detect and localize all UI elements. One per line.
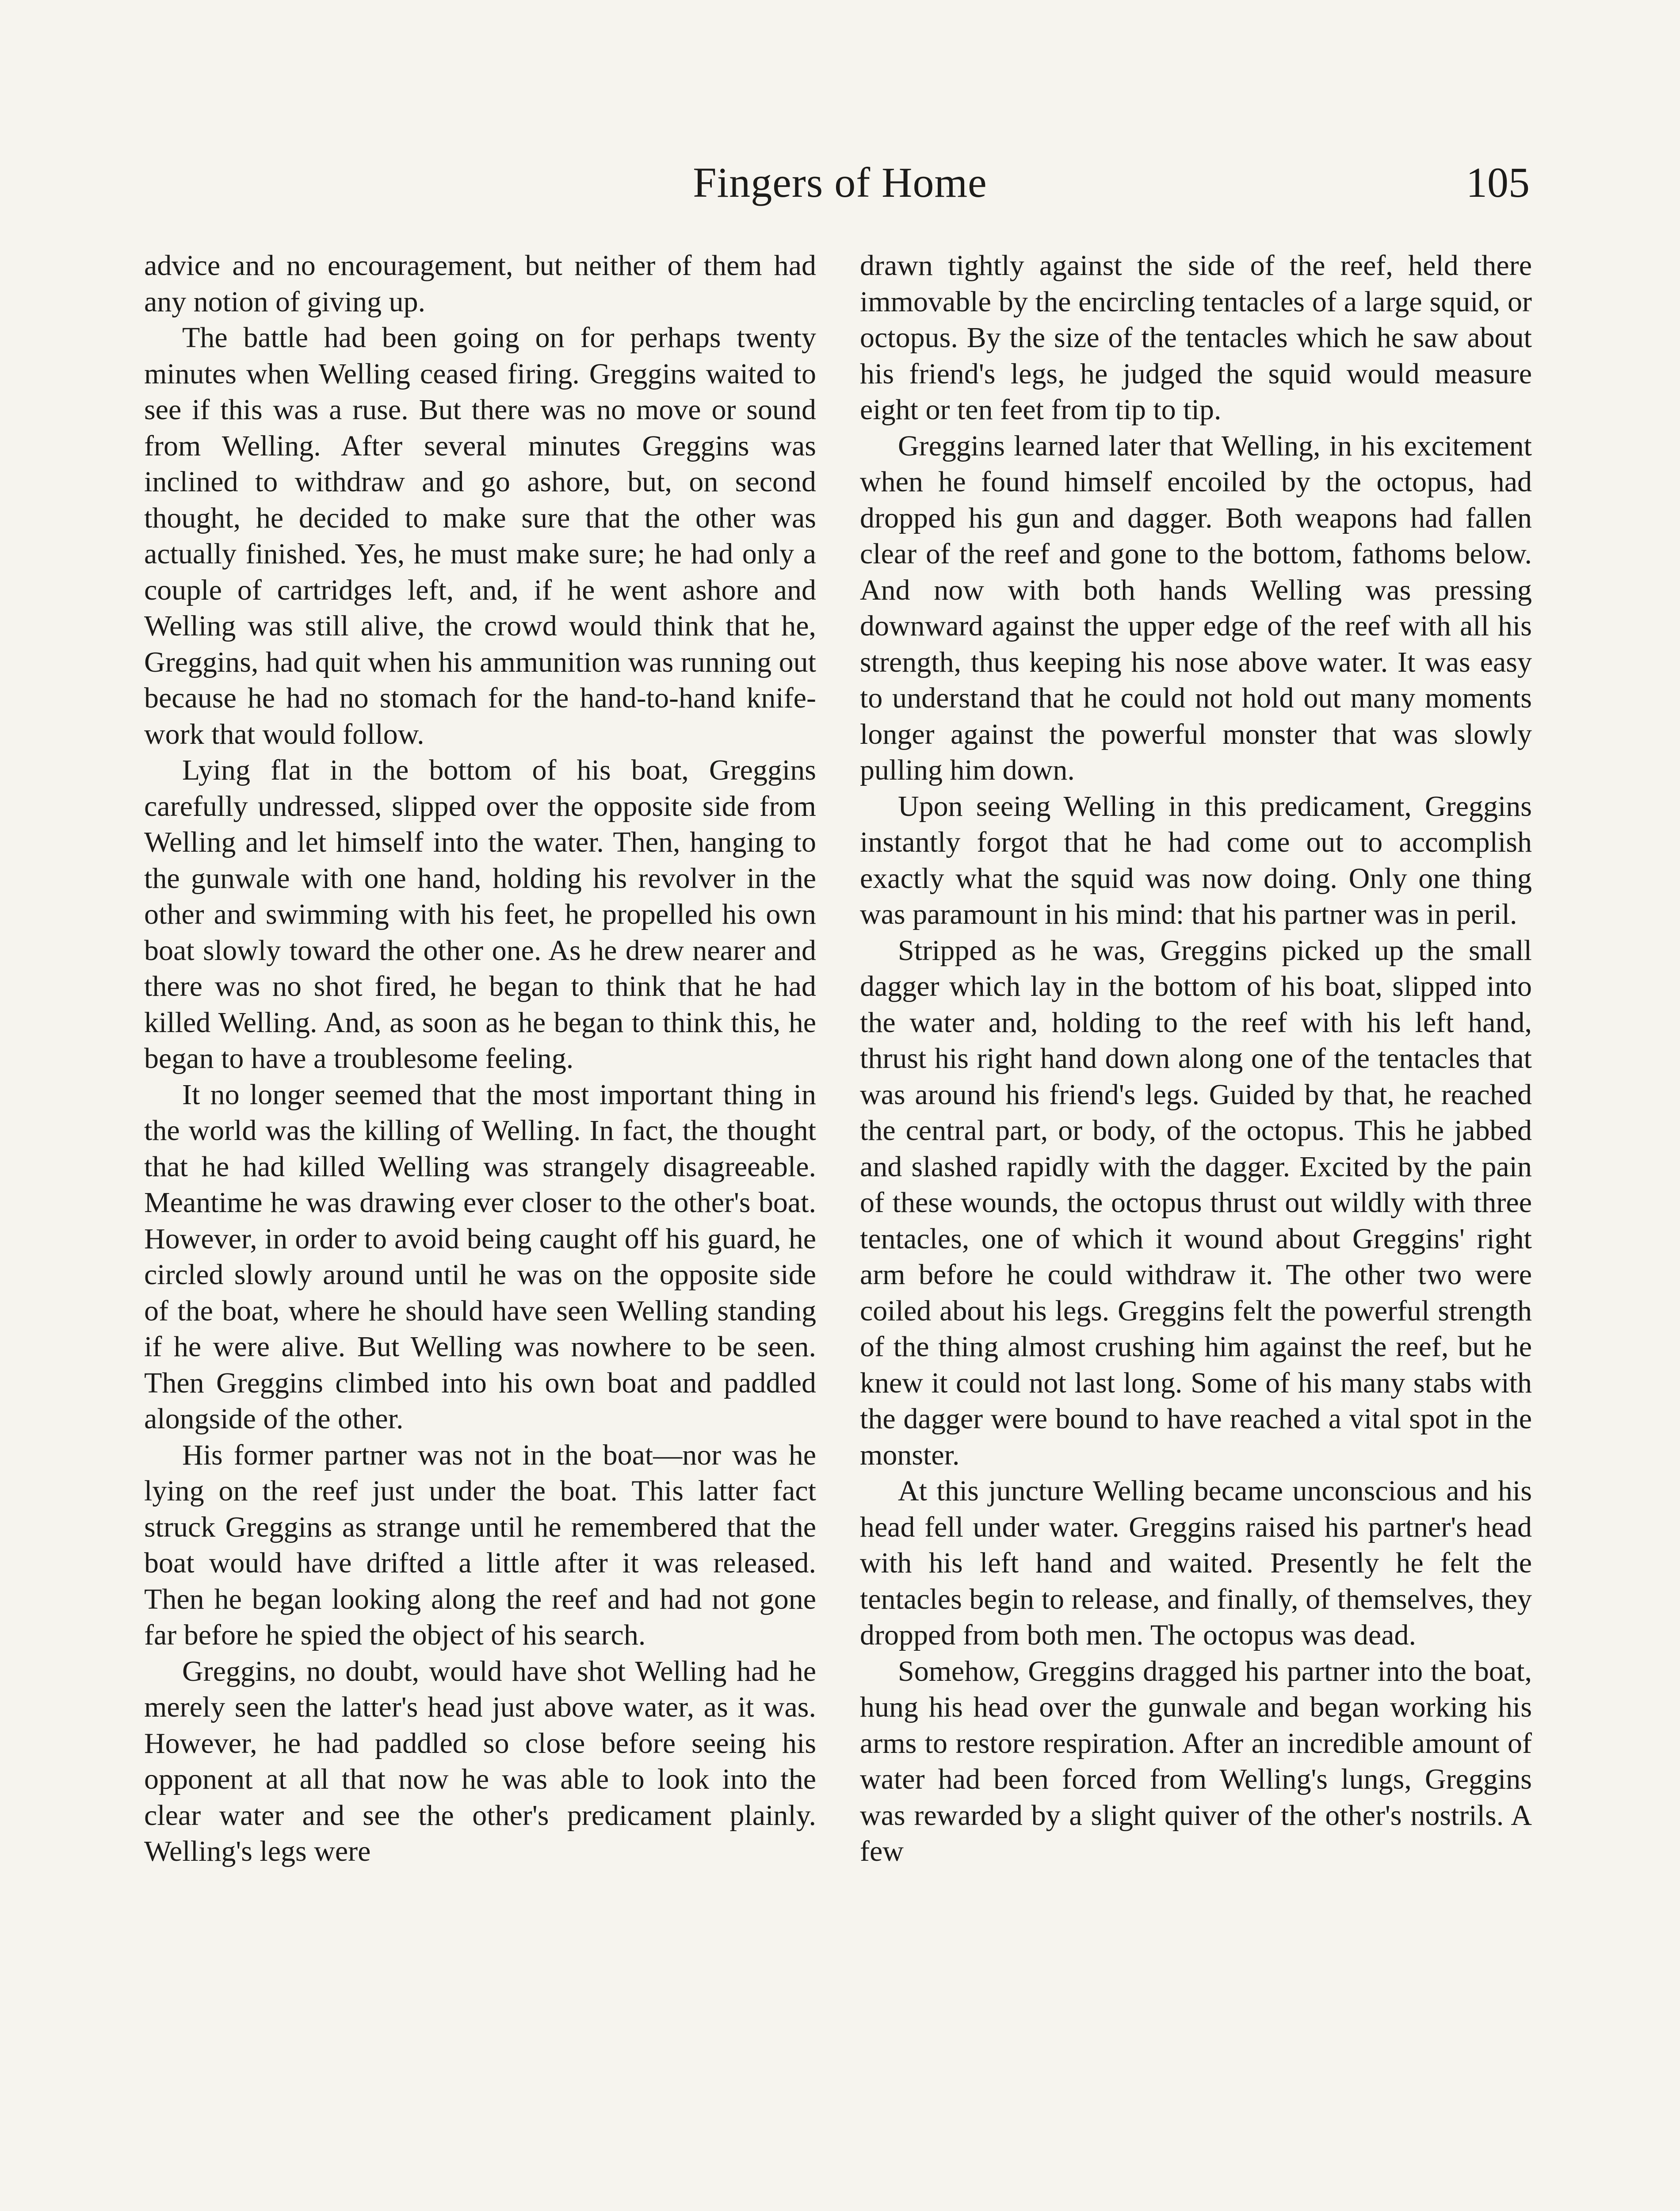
paragraph: Upon seeing Welling in this predicament, Greggins instantly forgot that he had come out to accomplish exactly what the squid was now doing. Only one thing was paramount in his mind: that his partner was in peril. — [860, 790, 1532, 930]
paragraph: His former partner was not in the boat—nor was he lying on the reef just under the boat. This latter fact struck Greggins as strange until he remembered that the boat would have drifted a little after it was released. Then he began looking along the reef and had not gone far before he spied the object of his search. — [144, 1438, 816, 1651]
paragraph: advice and no encouragement, but neither of them had any notion of giving up. — [144, 249, 816, 318]
paragraph: It no longer seemed that the most important thing in the world was the killing of Welling. In fact, the thought that he had killed Welling was strangely disagreeable. Meantime he was drawing ever closer to the other's boat. However, in order to avoid being caught off his guard, he circled slowly around until he was on the opposite side of the boat, where he should have seen Welling standing if he were alive. But Welling was nowhere to be seen. Then Greggins climbed into his own boat and paddled alongside of the other. — [144, 1078, 816, 1435]
page-header — [0, 154, 1680, 211]
paragraph: Somehow, Greggins dragged his partner into the boat, hung his head over the gunwale and began working his arms to restore respiration. After an incredible amount of water had been forced from Welling's lungs, Greggins was rewarded by a slight quiver of the other's nostrils. A few — [860, 1655, 1532, 1867]
paragraph: The battle had been going on for perhaps twenty minutes when Welling ceased firing. Greggins waited to see if this was a ruse. But there was no move or sound from Welling. After several minutes Greggins was inclined to withdraw and go ashore, but, on second thought, he decided to make sure that the other was actually finished. Yes, he must make sure; he had only a couple of cartridges left, and, if he went ashore and Welling was still alive, the crowd would think that he, Greggins, had quit when his ammunition was running out because he had no stomach for the hand-to-hand knifework that would follow. — [144, 321, 816, 750]
paragraph: Greggins learned later that Welling, in his excitement when he found himself encoiled by the octopus, had dropped his gun and dagger. Both weapons had fallen clear of the reef and gone to the bottom, fathoms below. And now with both hands Welling was pressing downward against the upper edge of the reef with all his strength, thus keeping his nose above water. It was easy to understand that he could not hold out many moments longer against the powerful monster that was slowly pulling him down. — [860, 429, 1532, 786]
left-column — [144, 248, 816, 1870]
page-number: 105 — [1466, 159, 1530, 206]
paragraph: Lying flat in the bottom of his boat, Greggins carefully undressed, slipped over the opposite side from Welling and let himself into the water. Then, hanging to the gunwale with one hand, holding his revolver in the other and swimming with his feet, he propelled his own boat slowly toward the other one. As he drew nearer and there was no shot fired, he began to think that he had killed Welling. And, as soon as he began to think this, he began to have a troublesome feeling. — [144, 754, 816, 1075]
paragraph: drawn tightly against the side of the reef, held there immovable by the encircling tentacles of a large squid, or octopus. By the size of the tentacles which he saw about his friend's legs, he judged the squid would measure eight or ten feet from tip to tip. — [860, 249, 1532, 426]
paragraph: Stripped as he was, Greggins picked up the small dagger which lay in the bottom of his boat, slipped into the water and, holding to the reef with his left hand, thrust his right hand down along one of the tentacles that was around his friend's legs. Guided by that, he reached the central part, or body, of the octopus. This he jabbed and slashed rapidly with the dagger. Excited by the pain of these wounds, the octopus thrust out wildly with three tentacles, one of which it wound about Greggins' right arm before he could withdraw it. The other two were coiled about his legs. Greggins felt the powerful strength of the thing almost crushing him against the reef, but he knew it could not last long. Some of his many stabs with the dagger were bound to have reached a vital spot in the monster. — [860, 934, 1532, 1471]
paragraph: At this juncture Welling became unconscious and his head fell under water. Greggins raised his partner's head with his left hand and waited. Presently he felt the tentacles begin to release, and finally, of themselves, they dropped from both men. The octopus was dead. — [860, 1475, 1532, 1651]
running-title: Fingers of Home — [693, 159, 987, 206]
paragraph: Greggins, no doubt, would have shot Welling had he merely seen the latter's head just above water, as it was. However, he had paddled so close before seeing his opponent at all that now he was able to look into the clear water and see the other's predicament plainly. Welling's legs were — [144, 1655, 816, 1867]
right-column — [860, 248, 1532, 1870]
